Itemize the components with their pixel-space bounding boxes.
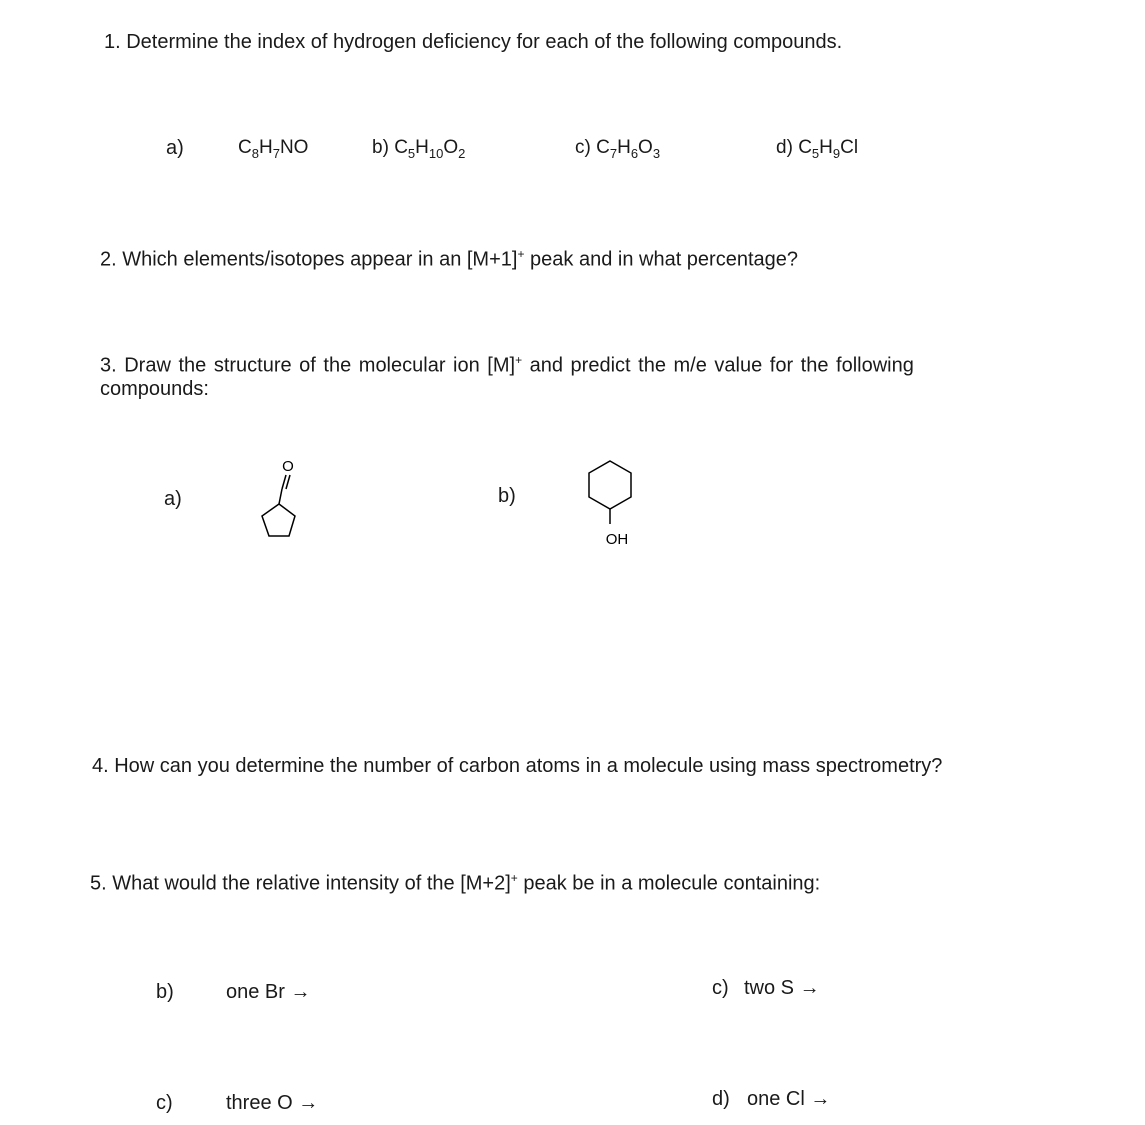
- question-3-line-1: 3. Draw the structure of the molecular ion [M]+ and predict the m/e value for the following: [100, 353, 914, 377]
- q3-b-structure-svg: [586, 458, 636, 550]
- q5-item-text: one Cl →: [747, 1088, 831, 1110]
- double-bond-line-1: [282, 475, 286, 489]
- question-4: 4. How can you determine the number of carbon atoms in a molecule using mass spectrometry?: [92, 755, 943, 777]
- single-bond: [279, 489, 282, 504]
- q5-item-label: c): [156, 1092, 173, 1114]
- q5-item-text: two S →: [744, 977, 820, 999]
- q3-b-label: b): [498, 485, 516, 507]
- q1-a-formula: $C_8H_7NO$: [238, 137, 309, 161]
- oxygen-atom: O: [282, 458, 294, 475]
- question-1: 1. Determine the index of hydrogen deficiency for each of the following compounds.: [104, 31, 843, 53]
- cyclopentane-ring: [262, 504, 295, 536]
- q1-c-formula: c) $C_7H_6O_3$: [575, 137, 661, 161]
- question-2: 2. Which elements/isotopes appear in an [M+1]+ peak and in what percentage?: [100, 247, 799, 271]
- q5-item-label: c): [712, 977, 729, 999]
- q3-a-structure-svg: [248, 458, 308, 540]
- q5-item-label: b): [156, 981, 174, 1003]
- q1-b-formula: b) $C_5H_{10}O_2$: [372, 137, 466, 161]
- question-5: 5. What would the relative intensity of the [M+2]+ peak be in a molecule containing:: [90, 871, 821, 895]
- q3-a-structure: [248, 458, 308, 540]
- q5-item-text: three O →: [226, 1092, 319, 1114]
- q1-d-formula: d) $C_5H_9Cl$: [776, 137, 859, 161]
- question-3-line-2: compounds:: [100, 378, 209, 400]
- q3-b-structure: [586, 458, 636, 550]
- q5-item-label: d): [712, 1088, 730, 1110]
- double-bond-line-2: [286, 475, 290, 489]
- cyclohexane-ring: [589, 461, 631, 509]
- hydroxyl-group: OH: [605, 531, 629, 548]
- q1-a-label: a): [166, 137, 184, 159]
- q3-a-label: a): [164, 488, 182, 510]
- q5-item-text: one Br →: [226, 981, 311, 1003]
